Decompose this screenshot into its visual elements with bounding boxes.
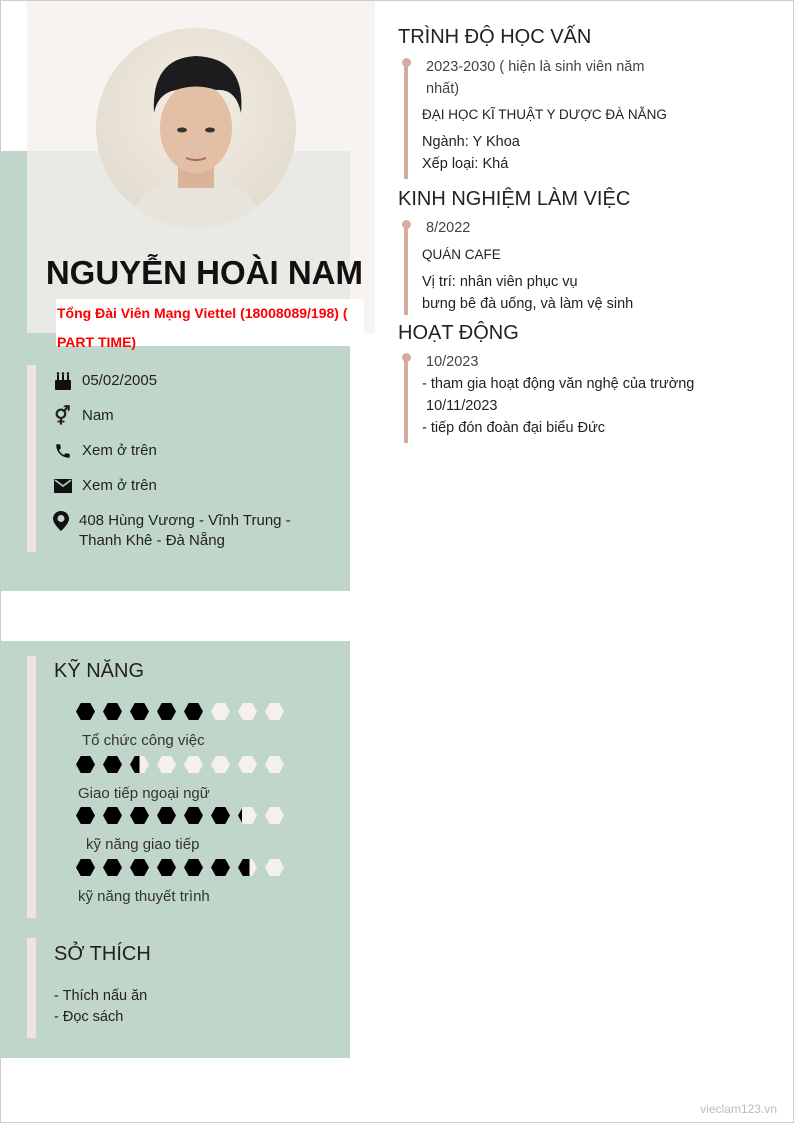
skill-label: Tổ chức công việc (82, 732, 205, 749)
skill-hex (184, 859, 203, 876)
skill-hex (211, 703, 230, 720)
info-phone (53, 441, 157, 461)
info-gender (53, 406, 114, 426)
skill-rating (76, 756, 284, 773)
timeline-dot (402, 58, 411, 67)
phone-text: Xem ở trên (82, 442, 157, 459)
skill-hex (184, 756, 203, 773)
skill-hex (265, 703, 284, 720)
skill-label: kỹ năng giao tiếp (86, 836, 200, 853)
job-position: Tổng Đài Viên Mạng Viettel (18008089/198) ( PART TIME) (56, 299, 364, 346)
skill-hex (76, 703, 95, 720)
timeline-dot (402, 353, 411, 362)
skills-accent-bar (27, 656, 36, 918)
skill-hex (76, 756, 95, 773)
skill-hex (265, 859, 284, 876)
footer-watermark: vieclam123.vn (700, 1102, 777, 1116)
activity-line: - tham gia hoạt động văn nghệ của trường (422, 376, 695, 392)
skill-label: Giao tiếp ngoại ngữ (78, 785, 210, 802)
skill-hex (238, 807, 257, 824)
skill-hex (184, 703, 203, 720)
skill-rating (76, 703, 284, 720)
skill-hex (238, 756, 257, 773)
education-time: 2023-2030 ( hiện là sinh viên năm nhất) (426, 59, 645, 97)
cake-icon (53, 371, 72, 391)
info-email (53, 476, 157, 496)
activity-time: 10/2023 (426, 354, 479, 370)
skill-hex (157, 859, 176, 876)
skill-hex (211, 859, 230, 876)
skill-hex (238, 859, 257, 876)
birthday-text: 05/02/2005 (82, 372, 158, 389)
experience-timeline (404, 225, 408, 315)
gender-icon: ⚥ (54, 406, 71, 426)
email-text: Xem ở trên (82, 477, 157, 494)
skill-hex (76, 807, 95, 824)
skill-hex (157, 703, 176, 720)
experience-duty: bưng bê đà uống, và làm vệ sinh (422, 296, 634, 312)
avatar-photo (96, 28, 296, 228)
mail-icon (53, 476, 72, 496)
skill-hex (238, 703, 257, 720)
experience-title: KINH NGHIỆM LÀM VIỆC (398, 188, 631, 210)
skill-rating (76, 859, 284, 876)
experience-company: QUÁN CAFE (422, 247, 501, 262)
info-birthday (53, 371, 157, 391)
address-text: 408 Hùng Vương - Vĩnh Trung - Thanh Khê - Đà Nẵng (79, 512, 291, 549)
skill-hex (157, 807, 176, 824)
skill-hex (130, 859, 149, 876)
gender-text: Nam (82, 407, 114, 424)
skill-hex (265, 756, 284, 773)
education-school: ĐẠI HỌC KĨ THUẬT Y DƯỢC ĐÀ NẴNG (422, 107, 667, 122)
info-accent-bar (27, 365, 36, 552)
hobby-item: - Đọc sách (54, 1009, 124, 1025)
skill-rating (76, 807, 284, 824)
education-grade: Xếp loại: Khá (422, 156, 509, 172)
hobbies-accent-bar (27, 938, 36, 1038)
skill-hex (130, 807, 149, 824)
skill-label: kỹ năng thuyết trình (78, 888, 210, 905)
skill-hex (130, 703, 149, 720)
skill-hex (265, 807, 284, 824)
skill-hex (76, 859, 95, 876)
activity-line: - tiếp đón đoàn đại biểu Đức (422, 420, 606, 436)
activity-line: 10/11/2023 (426, 398, 498, 414)
skill-hex (103, 756, 122, 773)
hobbies-title: SỞ THÍCH (54, 943, 151, 965)
education-major: Ngành: Y Khoa (422, 134, 520, 150)
experience-time: 8/2022 (426, 220, 471, 236)
info-address (53, 511, 313, 551)
skill-hex (211, 756, 230, 773)
experience-role: Vị trí: nhân viên phục vụ (422, 274, 578, 290)
skill-hex (184, 807, 203, 824)
skill-hex (211, 807, 230, 824)
hobby-item: - Thích nấu ăn (54, 988, 148, 1004)
education-title: TRÌNH ĐỘ HỌC VẤN (398, 26, 592, 48)
skill-hex (157, 756, 176, 773)
timeline-dot (402, 220, 411, 229)
activities-timeline (404, 359, 408, 443)
skill-hex (103, 859, 122, 876)
skill-hex (130, 756, 149, 773)
education-timeline (404, 63, 408, 179)
skills-title: KỸ NĂNG (54, 660, 145, 682)
location-icon (53, 511, 69, 531)
hobbies-list (54, 986, 147, 1028)
activities-title: HOẠT ĐỘNG (398, 322, 519, 344)
phone-icon (53, 441, 72, 461)
skill-hex (103, 807, 122, 824)
candidate-name: NGUYỄN HOÀI NAM (45, 254, 363, 291)
skill-hex (103, 703, 122, 720)
